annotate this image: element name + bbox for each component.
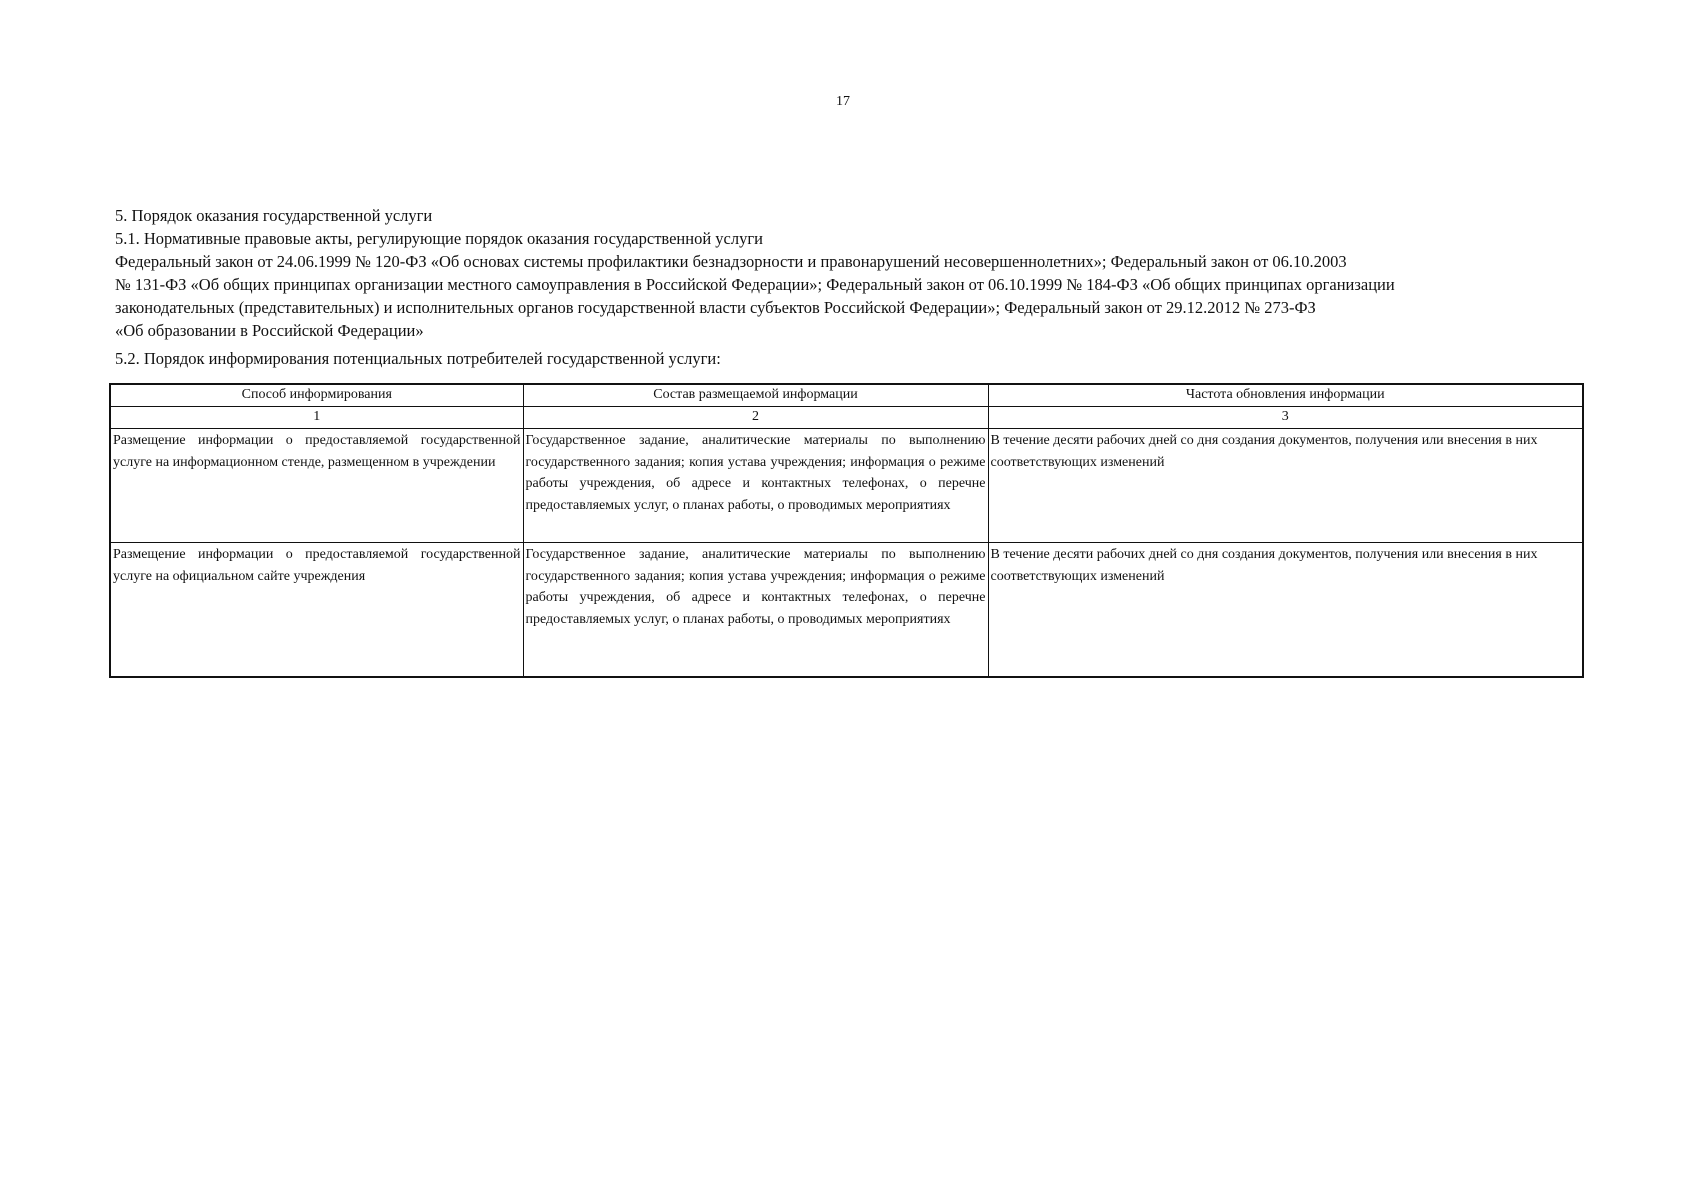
table-cell-method: Размещение информации о предоставляемой государственной услуге на официальном сайте учреждения — [110, 543, 523, 678]
legal-acts-text — [115, 250, 1545, 342]
table-row — [110, 543, 1583, 678]
legal-acts-line: «Об образовании в Российской Федерации» — [115, 321, 424, 340]
column-index: 3 — [988, 407, 1583, 429]
legal-acts-line: законодательных (представительных) и исполнительных органов государственной власти субъектов Российской Федерации»; Федеральный закон от 29.12.2012 № 273-ФЗ — [115, 298, 1316, 317]
page-number: 17 — [836, 94, 850, 109]
column-header-frequency: Частота обновления информации — [988, 384, 1583, 407]
column-index: 2 — [523, 407, 988, 429]
table-cell-content: Государственное задание, аналитические материалы по выполнению государственного задания; копия устава учреждения; информация о режиме работы учреждения, об адресе и контактных телефонах, о перечне предоставляемых услуг, о планах работы, о проводимых мероприятиях — [523, 543, 988, 678]
legal-acts-line: Федеральный закон от 24.06.1999 № 120-ФЗ «Об основах системы профилактики безнадзорности и правонарушений несовершеннолетних»; Федеральный закон от 06.10.2003 — [115, 252, 1347, 271]
section-content — [115, 204, 1585, 370]
table-cell-frequency: В течение десяти рабочих дней со дня создания документов, получения или внесения в них соответствующих изменений — [988, 543, 1583, 678]
table-cell-method: Размещение информации о предоставляемой государственной услуге на информационном стенде, размещенном в учреждении — [110, 429, 523, 543]
table-cell-frequency: В течение десяти рабочих дней со дня создания документов, получения или внесения в них соответствующих изменений — [988, 429, 1583, 543]
column-header-method: Способ информирования — [110, 384, 523, 407]
table-cell-content: Государственное задание, аналитические материалы по выполнению государственного задания; копия устава учреждения; информация о режиме работы учреждения, об адресе и контактных телефонах, о перечне предоставляемых услуг, о планах работы, о проводимых мероприятиях — [523, 429, 988, 543]
informing-table — [109, 383, 1584, 678]
table-row — [110, 429, 1583, 543]
legal-acts-line: № 131-ФЗ «Об общих принципах организации местного самоуправления в Российской Федерации»; Федеральный закон от 06.10.1999 № 184-ФЗ «Об общих принципах организации — [115, 275, 1395, 294]
subheading-informing: 5.2. Порядок информирования потенциальных потребителей государственной услуги: — [115, 349, 721, 368]
subheading-legal-acts: 5.1. Нормативные правовые акты, регулирующие порядок оказания государственной услуги — [115, 229, 763, 248]
column-index: 1 — [110, 407, 523, 429]
table-header-row — [110, 384, 1583, 407]
table-index-row — [110, 407, 1583, 429]
column-header-content: Состав размещаемой информации — [523, 384, 988, 407]
section-heading: 5. Порядок оказания государственной услуги — [115, 206, 433, 225]
